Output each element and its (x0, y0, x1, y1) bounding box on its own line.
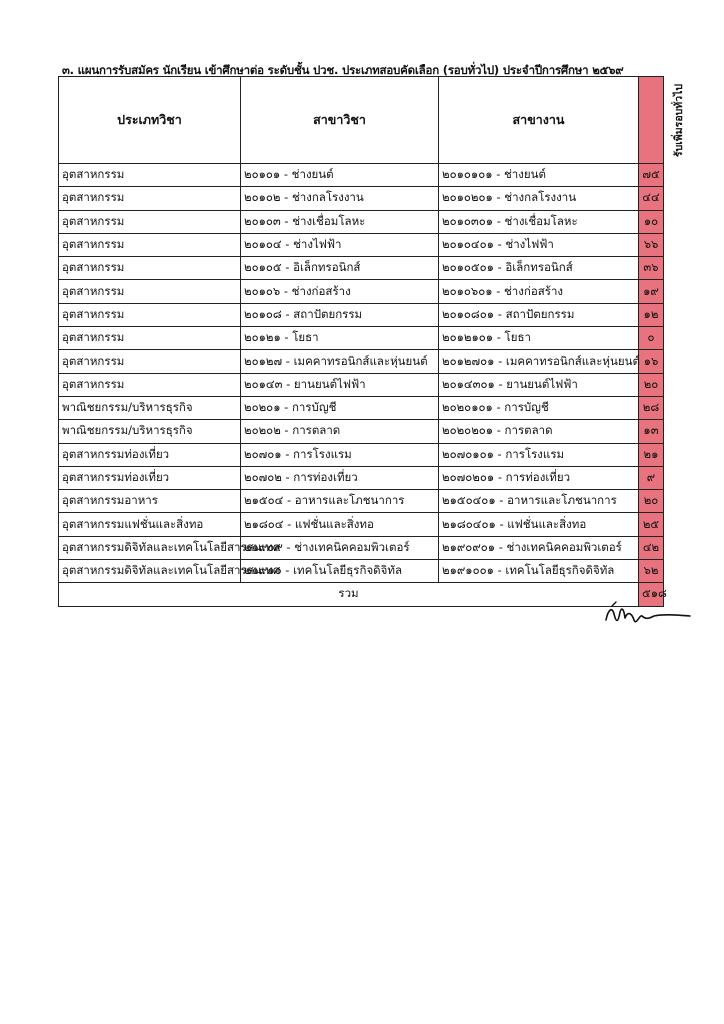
row-type: อุตสาหกรรม (59, 280, 241, 303)
row-field: ๒๐๑๐๑๐๑ - ช่างยนต์ (439, 164, 639, 187)
row-field: ๒๐๗๐๒๐๑ - การท่องเที่ยว (439, 466, 639, 489)
row-field: ๒๑๘๐๔๐๑ - แฟชั่นและสิ่งทอ (439, 513, 639, 536)
signature-mark (598, 596, 698, 636)
table-row (59, 443, 664, 466)
row-count: ๓๖ (639, 257, 664, 280)
row-type: อุตสาหกรรมดิจิทัลและเทคโนโลยีสารสนเทศ (59, 560, 241, 583)
table-row (59, 350, 664, 373)
table-body (59, 164, 664, 583)
table-row (59, 210, 664, 233)
table-row (59, 280, 664, 303)
table-row (59, 373, 664, 396)
row-count: ๑๐ (639, 210, 664, 233)
row-type: อุตสาหกรรมแฟชั่นและสิ่งทอ (59, 513, 241, 536)
table-row (59, 303, 664, 326)
row-type: อุตสาหกรรม (59, 373, 241, 396)
row-major: ๒๐๑๐๑ - ช่างยนต์ (241, 164, 439, 187)
row-major: ๒๐๑๐๕ - อิเล็กทรอนิกส์ (241, 257, 439, 280)
row-count: ๑๖ (639, 350, 664, 373)
row-field: ๒๐๑๐๓๐๑ - ช่างเชื่อมโลหะ (439, 210, 639, 233)
row-type: อุตสาหกรรมอาหาร (59, 490, 241, 513)
row-type: อุตสาหกรรม (59, 233, 241, 256)
row-field: ๒๐๑๔๓๐๑ - ยานยนต์ไฟฟ้า (439, 373, 639, 396)
row-major: ๒๑๘๐๔ - แฟชั่นและสิ่งทอ (241, 513, 439, 536)
row-field: ๒๐๑๐๔๐๑ - ช่างไฟฟ้า (439, 233, 639, 256)
row-major: ๒๐๑๐๖ - ช่างก่อสร้าง (241, 280, 439, 303)
table-row (59, 490, 664, 513)
row-count: ๖๒ (639, 560, 664, 583)
row-major: ๒๑๙๐๙ - ช่างเทคนิคคอมพิวเตอร์ (241, 536, 439, 559)
row-type: อุตสาหกรรม (59, 350, 241, 373)
row-type: อุตสาหกรรมท่องเที่ยว (59, 466, 241, 489)
row-count: ๙ (639, 466, 664, 489)
header-field: สาขางาน (439, 77, 639, 164)
row-type: อุตสาหกรรม (59, 187, 241, 210)
total-count: ๕๑๘ (639, 583, 664, 606)
row-type: อุตสาหกรรม (59, 164, 241, 187)
table-header-row (59, 77, 664, 164)
row-field: ๒๐๑๐๘๐๑ - สถาปัตยกรรม (439, 303, 639, 326)
row-field: ๒๑๙๐๙๐๑ - ช่างเทคนิคคอมพิวเตอร์ (439, 536, 639, 559)
table-row (59, 466, 664, 489)
table-row (59, 187, 664, 210)
row-type: อุตสาหกรรม (59, 210, 241, 233)
row-field: ๒๐๒๐๒๐๑ - การตลาด (439, 420, 639, 443)
row-field: ๒๐๑๒๑๐๑ - โยธา (439, 327, 639, 350)
row-major: ๒๐๗๐๑ - การโรงแรม (241, 443, 439, 466)
row-field: ๒๐๑๐๖๐๑ - ช่างก่อสร้าง (439, 280, 639, 303)
row-type: พาณิชยกรรม/บริหารธุรกิจ (59, 420, 241, 443)
row-major: ๒๑๕๐๔ - อาหารและโภชนาการ (241, 490, 439, 513)
row-count: ๒๑ (639, 443, 664, 466)
total-row (59, 583, 664, 606)
row-field: ๒๐๑๒๗๐๑ - เมคคาทรอนิกส์และหุ่นยนต์ (439, 350, 639, 373)
row-type: อุตสาหกรรม (59, 327, 241, 350)
row-count: ๒๐ (639, 373, 664, 396)
row-count: ๒๕ (639, 513, 664, 536)
row-field: ๒๑๕๐๔๐๑ - อาหารและโภชนาการ (439, 490, 639, 513)
table-row (59, 560, 664, 583)
row-major: ๒๐๑๒๑ - โยธา (241, 327, 439, 350)
row-count: ๔๒ (639, 536, 664, 559)
row-field: ๒๐๒๐๑๐๑ - การบัญชี (439, 396, 639, 419)
table-row (59, 513, 664, 536)
table-row (59, 420, 664, 443)
total-label: รวม (59, 583, 639, 606)
row-field: ๒๐๑๐๒๐๑ - ช่างกลโรงงาน (439, 187, 639, 210)
table-row (59, 164, 664, 187)
row-field: ๒๐๑๐๕๐๑ - อิเล็กทรอนิกส์ (439, 257, 639, 280)
table-row (59, 536, 664, 559)
row-count: ๖๖ (639, 233, 664, 256)
table-row (59, 327, 664, 350)
row-type: อุตสาหกรรมท่องเที่ยว (59, 443, 241, 466)
row-count: ๗๕ (639, 164, 664, 187)
header-count-label: รับเพิ่มรอบทั่วไป (673, 83, 686, 157)
row-field: ๒๑๙๑๐๐๑ - เทคโนโลยีธุรกิจดิจิทัล (439, 560, 639, 583)
row-major: ๒๑๙๑๐ - เทคโนโลยีธุรกิจดิจิทัล (241, 560, 439, 583)
row-type: อุตสาหกรรมดิจิทัลและเทคโนโลยีสารสนเทศ (59, 536, 241, 559)
table-row (59, 396, 664, 419)
row-type: พาณิชยกรรม/บริหารธุรกิจ (59, 396, 241, 419)
header-major: สาขาวิชา (241, 77, 439, 164)
row-field: ๒๐๗๐๑๐๑ - การโรงแรม (439, 443, 639, 466)
row-type: อุตสาหกรรม (59, 303, 241, 326)
row-major: ๒๐๑๐๘ - สถาปัตยกรรม (241, 303, 439, 326)
row-major: ๒๐๗๐๒ - การท่องเที่ยว (241, 466, 439, 489)
row-major: ๒๐๒๐๑ - การบัญชี (241, 396, 439, 419)
table-row (59, 233, 664, 256)
row-type: อุตสาหกรรม (59, 257, 241, 280)
header-count (639, 77, 686, 164)
row-count: ๒๐ (639, 490, 664, 513)
row-major: ๒๐๑๔๓ - ยานยนต์ไฟฟ้า (241, 373, 439, 396)
admission-plan-table (58, 76, 686, 607)
header-type: ประเภทวิชา (59, 77, 241, 164)
row-count: ๐ (639, 327, 664, 350)
page-title: ๓. แผนการรับสมัคร นักเรียน เข้าศึกษาต่อ ระดับชั้น ปวช. ประเภทสอบคัดเลือก (รอบทั่วไป) ประจำปีการศึกษา ๒๕๖๙ (62, 63, 624, 77)
row-count: ๒๘ (639, 396, 664, 419)
row-major: ๒๐๑๐๔ - ช่างไฟฟ้า (241, 233, 439, 256)
row-count: ๑๓ (639, 420, 664, 443)
row-major: ๒๐๑๐๓ - ช่างเชื่อมโลหะ (241, 210, 439, 233)
row-count: ๔๔ (639, 187, 664, 210)
row-count: ๑๒ (639, 303, 664, 326)
row-major: ๒๐๑๐๒ - ช่างกลโรงงาน (241, 187, 439, 210)
row-major: ๒๐๒๐๒ - การตลาด (241, 420, 439, 443)
row-major: ๒๐๑๒๗ - เมคคาทรอนิกส์และหุ่นยนต์ (241, 350, 439, 373)
row-count: ๑๙ (639, 280, 664, 303)
table-row (59, 257, 664, 280)
